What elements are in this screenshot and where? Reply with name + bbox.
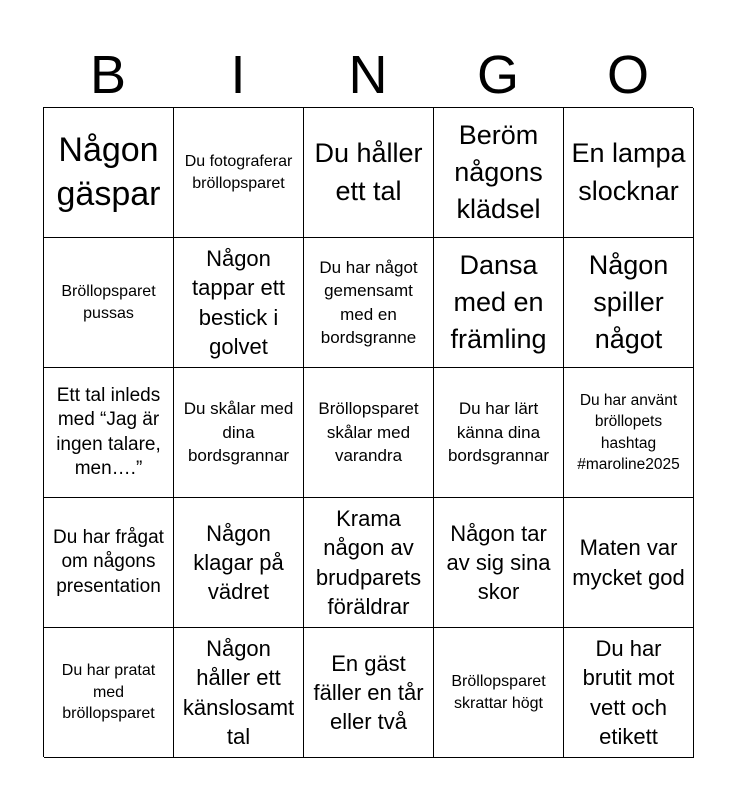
bingo-cell[interactable]: [564, 368, 694, 498]
bingo-cell[interactable]: [434, 108, 564, 238]
bingo-cell-text: Någon håller ett känslosamt tal: [182, 636, 295, 749]
bingo-cell[interactable]: [174, 238, 304, 368]
bingo-cell-text: Du har något gemensamt med en bordsgranne: [319, 257, 418, 347]
bingo-cell-text: Krama någon av brudparets föräldrar: [315, 506, 422, 619]
header-letter-n: N: [348, 45, 388, 105]
bingo-cell-text: Någon tappar ett bestick i golvet: [192, 246, 285, 359]
bingo-cell[interactable]: [174, 108, 304, 238]
bingo-cell-text: Bröllopsparet pussas: [61, 282, 156, 322]
bingo-cell-text: Du fotograferar bröllopsparet: [184, 152, 293, 192]
header-letter-b: B: [89, 45, 127, 105]
bingo-cell[interactable]: [174, 628, 304, 758]
bingo-cell-text: Du har brutit mot vett och etikett: [582, 636, 675, 749]
bingo-cell[interactable]: [304, 628, 434, 758]
bingo-cell-text: Någon gäspar: [56, 131, 161, 213]
header-letter-i: I: [230, 45, 246, 105]
bingo-cell[interactable]: [174, 498, 304, 628]
bingo-cell[interactable]: [44, 498, 174, 628]
bingo-cell[interactable]: [434, 368, 564, 498]
bingo-cell-text: Du har frågat om någons presentation: [53, 526, 164, 597]
bingo-cell-text: Ett tal inleds med “Jag är ingen talare, men….”: [56, 384, 161, 479]
bingo-cell[interactable]: [44, 108, 174, 238]
bingo-cell-text: Någon tar av sig sina skor: [446, 520, 551, 605]
bingo-cell-text: Någon spiller något: [588, 249, 669, 355]
bingo-cell[interactable]: [304, 498, 434, 628]
bingo-cell-text: Dansa med en främling: [450, 249, 547, 355]
header-letter-o: O: [606, 45, 649, 105]
bingo-cell-text: Du har använt bröllopets hashtag #maroline2025: [577, 391, 680, 473]
bingo-cell-text: En lampa slocknar: [571, 138, 686, 206]
header-letter-g: G: [476, 45, 519, 105]
bingo-cell[interactable]: [44, 238, 174, 368]
bingo-cell[interactable]: [304, 368, 434, 498]
bingo-cell-text: Du har pratat med bröllopsparet: [61, 662, 156, 723]
bingo-cell[interactable]: [434, 238, 564, 368]
bingo-cell[interactable]: [564, 108, 694, 238]
bingo-cell-text: Maten var mycket god: [572, 535, 685, 590]
bingo-cell-text: Bröllopsparet skålar med varandra: [318, 399, 419, 466]
bingo-cell-text: En gäst fäller en tår eller två: [313, 650, 424, 735]
bingo-cell[interactable]: [174, 368, 304, 498]
bingo-cell-text: Du håller ett tal: [314, 138, 423, 206]
bingo-cell[interactable]: [304, 238, 434, 368]
bingo-cell[interactable]: [304, 108, 434, 238]
bingo-cell-text: Du skålar med dina bordsgrannar: [183, 399, 294, 466]
bingo-header: [43, 44, 693, 106]
bingo-cell[interactable]: [564, 238, 694, 368]
bingo-cell-text: Beröm någons klädsel: [454, 119, 543, 225]
bingo-cell[interactable]: [434, 628, 564, 758]
bingo-cell-text: Någon klagar på vädret: [193, 520, 284, 605]
bingo-cell[interactable]: [44, 628, 174, 758]
bingo-cell[interactable]: [434, 498, 564, 628]
bingo-cell-text: Du har lärt känna dina bordsgrannar: [447, 399, 550, 466]
bingo-cell-text: Bröllopsparet skrattar högt: [451, 672, 546, 712]
bingo-grid: [43, 107, 693, 757]
bingo-cell[interactable]: [44, 368, 174, 498]
bingo-cell[interactable]: [564, 498, 694, 628]
bingo-cell[interactable]: [564, 628, 694, 758]
